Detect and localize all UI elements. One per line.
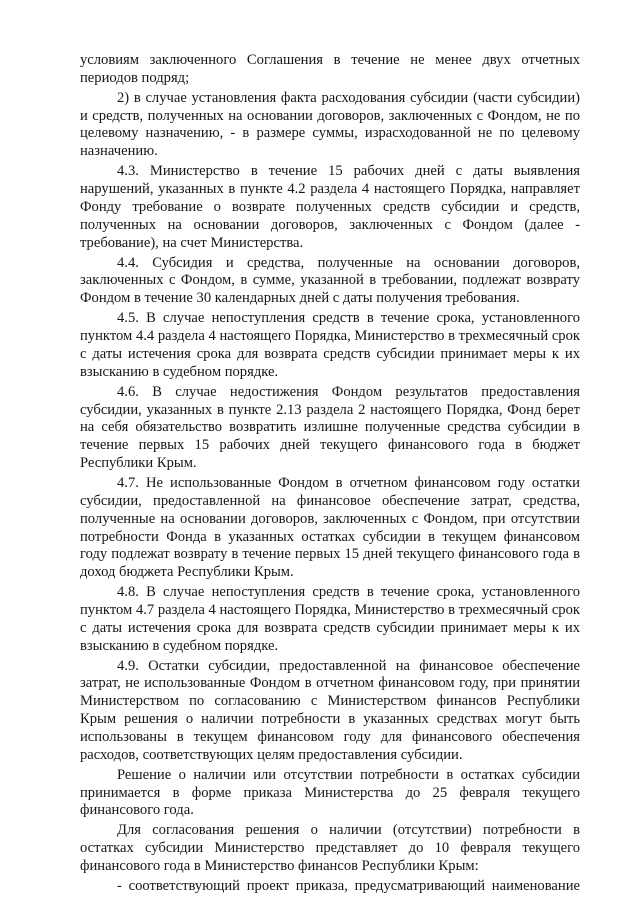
paragraph-4-7: 4.7. Не использованные Фондом в отчетном финансовом году остатки субсидии, предоставленной на финансовое обеспечение затрат, средства, полученные на основании договоров, заключенных с Фондом, при отсутствии потребности Фонда в указанных остатках субсидии в текущем финансовом году подлежат возврату в течение первых 15 дней текущего финансового года в доход бюджета Республики Крым. (80, 475, 580, 581)
paragraph-4-9: 4.9. Остатки субсидии, предоставленной на финансовое обеспечение затрат, не использованные Фондом в отчетном финансовом году, при принятии Министерством по согласованию с Министерством финансов Республики Крым решения о наличии потребности в указанных средствах могут быть использованы в текущем финансовом году для финансового обеспечения расходов, соответствующих целям предоставления субсидии. (80, 657, 580, 763)
paragraph-4-6: 4.6. В случае недостижения Фондом результатов предоставления субсидии, указанных в пункте 2.13 раздела 2 настоящего Порядка, Фонд берет на себя обязательство возвратить излишне полученные средства субсидии в течение первых 15 рабочих дней текущего финансового года в бюджет Республики Крым. (80, 383, 580, 472)
paragraph-4-4: 4.4. Субсидия и средства, полученные на основании договоров, заключенных с Фондом, в сумме, указанной в требовании, подлежат возврату Фондом в течение 30 календарных дней с даты получения требования. (80, 254, 580, 307)
paragraph-4-5: 4.5. В случае непоступления средств в течение срока, установленного пунктом 4.4 раздела 4 настоящего Порядка, Министерство в трехмесячный срок с даты истечения срока для возврата средств субсидии принимает меры к их взысканию в судебном порядке. (80, 310, 580, 380)
paragraph-continuation: условиям заключенного Соглашения в течение не менее двух отчетных периодов подряд; (80, 52, 580, 86)
paragraph-4-3: 4.3. Министерство в течение 15 рабочих дней с даты выявления нарушений, указанных в пункте 4.2 раздела 4 настоящего Порядка, направляет Фонду требование о возврате полученных средств субсидии и средств, полученных на основании договоров, заключенных с Фондом (далее - требование), на счет Министерства. (80, 163, 580, 251)
document-page (80, 52, 580, 898)
paragraph-approval: Для согласования решения о наличии (отсутствии) потребности в остатках субсидии Министерство представляет до 10 февраля текущего финансового года в Министерство финансов Республики Крым: (80, 822, 580, 875)
paragraph-item-2: 2) в случае установления факта расходования субсидии (части субсидии) и средств, полученных на основании договоров, заключенных с Фондом, не по целевому назначению, - в размере суммы, израсходованной не по целевому назначению. (80, 89, 580, 160)
paragraph-decision: Решение о наличии или отсутствии потребности в остатках субсидии принимается в форме приказа Министерства до 25 февраля текущего финансового года. (80, 766, 580, 819)
paragraph-list-item: - соответствующий проект приказа, предусматривающий наименование (117, 878, 580, 895)
paragraph-4-8: 4.8. В случае непоступления средств в течение срока, установленного пунктом 4.7 раздела 4 настоящего Порядка, Министерство в трехмесячный срок с даты истечения срока для возврата средств субсидии принимает меры к их взысканию в судебном порядке. (80, 584, 580, 654)
